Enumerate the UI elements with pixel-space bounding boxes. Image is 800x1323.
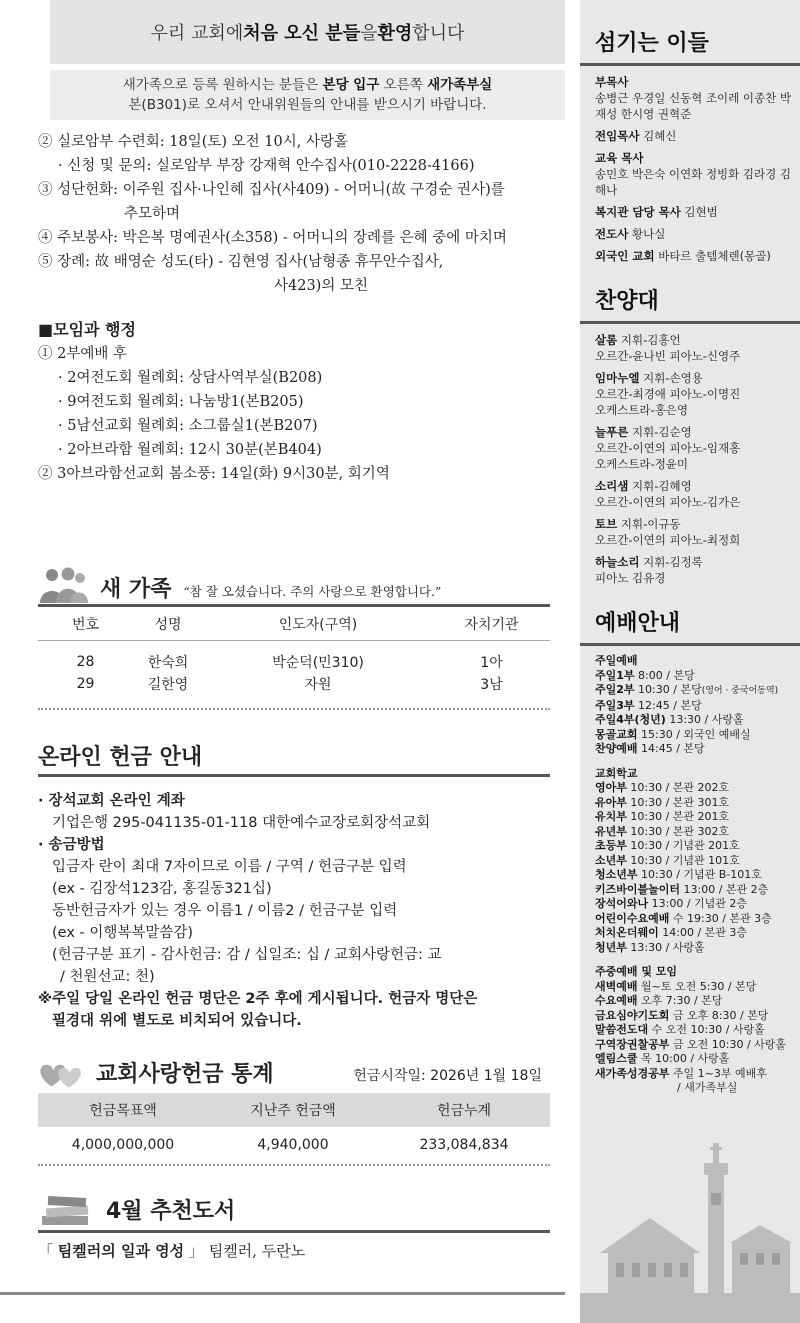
book-title: 4월 추천도서 xyxy=(106,1199,236,1224)
cell: 자원 xyxy=(304,677,332,693)
choir-name: 임마누엘 xyxy=(595,371,640,385)
schedule-item: 몽골교회 15:30 / 외국인 예배실 xyxy=(595,727,751,741)
worship-subtitle: 주일예배 xyxy=(595,654,638,667)
choir-line: 지휘-손영용 xyxy=(639,371,703,385)
people-icon xyxy=(38,567,88,603)
welcome-text-3: 합니다 xyxy=(412,23,465,44)
meeting-item: · 5남선교회 월례회: 소그룹실1(본B207) xyxy=(58,418,318,434)
new-family-title: 새 가족 xyxy=(100,577,172,602)
schedule-item: 주일2부 10:30 / 본당(영어 · 중국어동역) xyxy=(595,683,779,696)
staff-names: 황나실 xyxy=(628,227,666,241)
worship-subtitle: 주중예배 및 모임 xyxy=(595,965,678,978)
online-line: · 장석교회 온라인 계좌 xyxy=(38,793,185,809)
header-cell: 번호 xyxy=(71,617,100,633)
table-header xyxy=(38,1093,550,1127)
meeting-item: ② 3아브라함선교회 봄소풍: 14일(화) 9시30분, 회기역 xyxy=(38,466,390,482)
welcome-bold-1: 처음 오신 분들 xyxy=(243,23,361,44)
online-line: · 송금방법 xyxy=(38,837,105,853)
stats-title: 교회사랑헌금 통계 xyxy=(96,1062,274,1087)
choir-title: 찬양대 xyxy=(595,289,659,314)
choir-name: 하늘소리 xyxy=(595,555,640,569)
schedule-item: 청년부 13:30 / 사랑홀 xyxy=(595,940,705,954)
header-cell: 성명 xyxy=(154,617,182,633)
table-row xyxy=(38,673,550,695)
schedule-item: 유치부 10:30 / 본관 201호 xyxy=(595,810,730,823)
choir-group xyxy=(595,478,800,510)
choir-line: 피아노 김유경 xyxy=(595,571,666,585)
meetings-title: ■모임과 행정 xyxy=(38,320,136,339)
choir-name: 토브 xyxy=(595,517,618,531)
choir-list xyxy=(580,332,800,586)
staff-title: 섬기는 이들 xyxy=(595,31,709,56)
schedule-item: 찬양예배 14:45 / 본당 xyxy=(595,742,705,755)
choir-rule xyxy=(580,321,800,324)
meeting-item: · 2여전도회 월례회: 상담사역부실(B208) xyxy=(58,370,323,386)
staff-group xyxy=(595,150,800,198)
choir-line: 오르간-이연의 피아노-임재홍 xyxy=(595,441,741,455)
bottom-rule xyxy=(0,1292,565,1295)
book-header xyxy=(38,1190,550,1230)
welcome-bold-2: 환영 xyxy=(377,23,413,44)
schedule-item: 구역장권찰공부 금 오전 10:30 / 사랑홀 xyxy=(595,1037,787,1051)
notice-item: ③ 성단헌화: 이주원 집사·나인혜 집사(사409) - 어머니(故 구경순 권사)를 xyxy=(38,182,505,198)
schedule-item: 주일4부(청년) 13:30 / 사랑홀 xyxy=(595,713,744,726)
choir-line: 지휘-김순영 xyxy=(628,425,692,439)
online-line: 기업은행 295-041135-01-118 대한예수교장로회장석교회 xyxy=(52,815,431,831)
schedule-item: 금요심야기도회 금 오후 8:30 / 본당 xyxy=(595,1008,769,1022)
header-cell: 헌금목표액 xyxy=(89,1103,157,1119)
cell: 233,084,834 xyxy=(419,1137,509,1153)
schedule-item: / 새가족부실 xyxy=(677,1081,738,1094)
choir-line: 오르간-이연의 피아노-김가은 xyxy=(595,495,741,509)
welcome-text-2: 을 xyxy=(360,23,378,44)
welcome-text-1: 우리 교회에 xyxy=(150,23,244,44)
schedule-item: 처치온더웨이 14:00 / 본관 3층 xyxy=(595,926,748,939)
schedule-item: 초등부 10:30 / 기념관 201호 xyxy=(595,839,740,852)
book-bracket-close: 」 xyxy=(184,1242,204,1260)
choir-line: 지휘-김혜영 xyxy=(628,479,692,493)
new-family-quote: “참 잘 오셨습니다. 주의 사랑으로 환영합니다.” xyxy=(183,584,442,599)
stats-table xyxy=(38,1093,550,1163)
dotted-divider xyxy=(38,708,550,710)
choir-group xyxy=(595,424,800,472)
online-giving xyxy=(38,790,563,1032)
cell: 29 xyxy=(76,676,95,692)
book-recommendation xyxy=(38,1240,305,1261)
online-rule xyxy=(38,774,550,777)
choir-name: 늘푸른 xyxy=(595,425,629,439)
worship-school xyxy=(595,767,800,956)
header-cell: 자치기관 xyxy=(464,617,519,633)
notice-item: ⑤ 장례: 故 배영순 성도(타) - 김현영 집사(남형종 휴무안수집사, xyxy=(38,254,444,270)
notice-item: · 신청 및 문의: 실로암부 부장 강재혁 안수집사(010-2228-4166) xyxy=(58,158,475,174)
cell: 한숙희 xyxy=(147,655,189,671)
side-panel xyxy=(580,0,800,1323)
choir-line: 지휘-이규동 xyxy=(617,517,681,531)
choir-line: 지휘-김정록 xyxy=(639,555,703,569)
dotted-divider xyxy=(38,1164,550,1166)
welcome-note-a: 새가족으로 등록 원하시는 분들은 xyxy=(122,77,323,93)
staff-role: 외국인 교회 xyxy=(595,249,655,263)
worship-title: 예배안내 xyxy=(595,611,681,636)
staff-names: 김혜신 xyxy=(639,129,677,143)
book-bracket-open: 「 xyxy=(38,1242,58,1260)
staff-role: 전임목사 xyxy=(595,129,640,143)
cell: 28 xyxy=(76,654,95,670)
choir-line: 오르간-최경애 피아노-이명진 xyxy=(595,387,741,401)
notice-item: 사423)의 모친 xyxy=(274,278,368,294)
meeting-item: · 2아브라함 월례회: 12시 30분(본B404) xyxy=(58,442,322,458)
staff-role: 전도사 xyxy=(595,227,629,241)
new-family-table xyxy=(38,608,550,695)
stats-header xyxy=(38,1055,550,1091)
online-line: 입금자 란이 최대 7자이므로 이름 / 구역 / 헌금구분 입력 xyxy=(52,859,407,875)
table-row xyxy=(38,1127,550,1163)
choir-line: 오르간-이연의 피아노-최정희 xyxy=(595,533,741,547)
schedule-item: 소년부 10:30 / 기념관 101호 xyxy=(595,853,740,867)
choir-line: 오케스트라-정윤미 xyxy=(595,457,689,471)
schedule-item: 주일3부 12:45 / 본당 xyxy=(595,698,702,712)
table-row xyxy=(38,651,550,673)
schedule-item: 키즈바이블놀이터 13:00 / 본관 2층 xyxy=(595,882,769,896)
hearts-icon xyxy=(38,1059,86,1089)
staff-names: 송병근 우경일 신동혁 조이레 이종찬 박재성 한시영 권혁준 xyxy=(595,91,792,121)
schedule-item: 영아부 10:30 / 본관 202호 xyxy=(595,781,730,794)
schedule-item: 청소년부 10:30 / 기념관 B-101호 xyxy=(595,868,762,881)
staff-group xyxy=(595,204,800,220)
staff-group xyxy=(595,248,800,264)
staff-role: 복지관 담당 목사 xyxy=(595,205,681,219)
schedule-item: 엘림스쿨 목 10:00 / 사랑홀 xyxy=(595,1052,730,1065)
welcome-note-c: 오른쪽 xyxy=(379,77,428,93)
online-title: 온라인 헌금 안내 xyxy=(38,745,203,770)
meeting-item: · 9여전도회 월례회: 나눔방1(본B205) xyxy=(58,394,304,410)
schedule-item: 유아부 10:30 / 본관 301호 xyxy=(595,795,730,809)
worship-schedule xyxy=(580,654,800,1096)
online-line: (ex - 김장석123감, 홍길동321십) xyxy=(52,881,272,897)
book-author: 팀켈러, 두란노 xyxy=(203,1242,306,1260)
choir-name: 소리샘 xyxy=(595,479,629,493)
choir-line: 오르간-윤나빈 피아노-신영주 xyxy=(595,349,741,363)
staff-names: 송민호 박은숙 이연화 정빙화 김라경 김해나 xyxy=(595,167,792,197)
worship-sunday xyxy=(595,654,800,757)
church-building-illustration xyxy=(580,1133,800,1323)
schedule-item: 새벽예배 월~토 오전 5:30 / 본당 xyxy=(595,979,757,993)
schedule-item: 주일1부 8:00 / 본당 xyxy=(595,668,695,682)
book-name: 팀켈러의 일과 영성 xyxy=(57,1242,185,1260)
new-family-header xyxy=(38,565,550,605)
header-cell: 지난주 헌금액 xyxy=(250,1103,336,1119)
online-line: (헌금구분 표기 - 감사헌금: 감 / 십일조: 십 / 교회사랑헌금: 교 xyxy=(52,947,442,963)
header-cell: 인도자(구역) xyxy=(278,617,358,633)
schedule-item: 장석어와나 13:00 / 기념관 2층 xyxy=(595,897,748,910)
books-icon xyxy=(38,1192,94,1228)
schedule-item: 새가족성경공부 주일 1~3부 예배후 xyxy=(595,1066,767,1080)
meeting-item: ① 2부예배 후 xyxy=(38,346,127,362)
notice-item: 추모하며 xyxy=(124,206,181,222)
welcome-note-b: 본당 입구 xyxy=(322,77,380,93)
staff-rule xyxy=(580,63,800,66)
worship-rule xyxy=(580,643,800,646)
schedule-item: 유년부 10:30 / 본관 302호 xyxy=(595,824,730,838)
choir-line: 오케스트라-홍은영 xyxy=(595,403,689,417)
cell: 1아 xyxy=(480,655,503,671)
notice-list xyxy=(38,130,563,486)
choir-line: 지휘-김홍언 xyxy=(617,333,681,347)
staff-role: 부목사 xyxy=(595,75,629,89)
cell: 길한영 xyxy=(147,677,189,693)
online-line: (ex - 이행복복말씀감) xyxy=(52,925,194,941)
table-header xyxy=(38,608,550,641)
choir-group xyxy=(595,554,800,586)
schedule-item: 어린이수요예배 수 19:30 / 본관 3층 xyxy=(595,911,772,925)
choir-name: 살롬 xyxy=(595,333,618,347)
book-rule xyxy=(38,1230,550,1233)
cell: 박순덕(민310) xyxy=(272,655,364,671)
online-line: 필경대 위에 별도로 비치되어 있습니다. xyxy=(52,1013,302,1029)
staff-list xyxy=(580,74,800,264)
online-line: ※주일 당일 온라인 헌금 명단은 2주 후에 게시됩니다. 헌금자 명단은 xyxy=(38,991,478,1007)
welcome-note-line2: 본(B301)로 오셔서 안내위원들의 안내를 받으시기 바랍니다. xyxy=(128,97,487,113)
staff-group xyxy=(595,128,800,144)
cell: 3남 xyxy=(480,677,503,693)
choir-group xyxy=(595,332,800,364)
choir-group xyxy=(595,370,800,418)
staff-group xyxy=(595,74,800,122)
staff-group xyxy=(595,226,800,242)
notice-item: ④ 주보봉사: 박은복 명예권사(소358) - 어머니의 장례를 은혜 중에 마치며 xyxy=(38,230,507,246)
cell: 4,000,000,000 xyxy=(71,1137,175,1153)
staff-names: 김현범 xyxy=(680,205,718,219)
online-line: / 천원선교: 천) xyxy=(60,969,155,985)
worship-subtitle: 교회학교 xyxy=(595,766,638,780)
schedule-item: 말씀전도대 수 오전 10:30 / 사랑홀 xyxy=(595,1023,765,1036)
header-cell: 헌금누계 xyxy=(436,1103,492,1119)
staff-role: 교육 목사 xyxy=(595,151,644,165)
cell: 4,940,000 xyxy=(257,1137,329,1153)
stats-start-date: 헌금시작일: 2026년 1월 18일 xyxy=(353,1068,542,1084)
notice-item: ② 실로암부 수련회: 18일(토) 오전 10시, 사랑홀 xyxy=(38,134,348,150)
schedule-item: 수요예배 오후 7:30 / 본당 xyxy=(595,994,723,1007)
welcome-banner xyxy=(50,0,565,64)
welcome-note xyxy=(50,70,565,120)
online-line: 동반헌금자가 있는 경우 이름1 / 이름2 / 헌금구분 입력 xyxy=(52,903,398,919)
new-family-rule xyxy=(38,604,550,607)
worship-weekday xyxy=(595,965,800,1096)
welcome-note-d: 새가족부실 xyxy=(427,77,493,93)
choir-group xyxy=(595,516,800,548)
staff-names: 바타르 출템체렌(몽골) xyxy=(654,249,771,263)
